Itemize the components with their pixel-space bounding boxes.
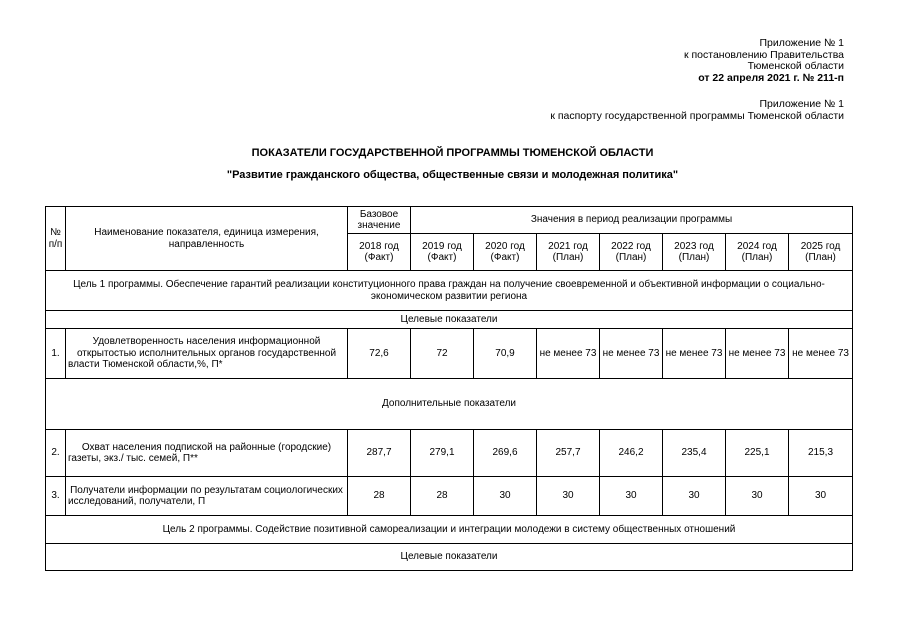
year-label: 2022 год — [611, 240, 651, 252]
appendix-resolution — [684, 38, 844, 84]
year-label: 2023 год — [674, 240, 714, 252]
goal-2: Цель 2 программы. Содействие позитивной самореализации и интеграции молодежи в систему общественных отношений — [46, 516, 853, 544]
document-title: ПОКАЗАТЕЛИ ГОСУДАРСТВЕННОЙ ПРОГРАММЫ ТЮМЕНСКОЙ ОБЛАСТИ — [251, 147, 654, 159]
year-label: 2018 год — [359, 240, 399, 252]
year-type: (План) — [552, 252, 584, 263]
header-row — [46, 207, 853, 234]
table-row — [46, 430, 853, 477]
row-value: не менее 73 — [600, 329, 663, 379]
row-value: 72 — [411, 329, 474, 379]
row-value: 30 — [726, 477, 789, 516]
year-label: 2024 год — [737, 240, 777, 252]
target-indicators-heading: Целевые показатели — [46, 311, 853, 329]
header-year-cell — [600, 234, 663, 271]
row-value: 70,9 — [474, 329, 537, 379]
row-value: 257,7 — [537, 430, 600, 477]
row-value: 225,1 — [726, 430, 789, 477]
row-value: не менее 73 — [663, 329, 726, 379]
year-type: (Факт) — [364, 252, 394, 263]
row-name: Удовлетворенность населения информационной открытостью исполнительных органов государственной власти Тюменской области,%, П* — [66, 329, 348, 379]
additional-indicators-heading: Дополнительные показатели — [46, 379, 853, 430]
appendix-line: Приложение № 1 — [759, 98, 844, 110]
row-value: 269,6 — [474, 430, 537, 477]
row-value: 30 — [663, 477, 726, 516]
row-value: не менее 73 — [537, 329, 600, 379]
appendix-date-line: от 22 апреля 2021 г. № 211-п — [698, 71, 844, 84]
header-name: Наименование показателя, единица измерения, направленность — [66, 207, 348, 271]
row-num: 2. — [46, 430, 66, 477]
goal-row — [46, 271, 853, 311]
row-num: 1. — [46, 329, 66, 379]
header-year-cell — [411, 234, 474, 271]
header-year-cell — [789, 234, 853, 271]
appendix-line: к постановлению Правительства — [683, 48, 844, 61]
goal-row — [46, 516, 853, 544]
year-label: 2020 год — [485, 240, 525, 252]
year-type: (Факт) — [427, 252, 457, 263]
row-name: Охват населения подпиской на районные (городские) газеты, экз./ тыс. семей, П** — [66, 430, 348, 477]
table-row — [46, 329, 853, 379]
document-subtitle: "Развитие гражданского общества, общественные связи и молодежная политика" — [226, 169, 679, 181]
row-value: не менее 73 — [726, 329, 789, 379]
table-row — [46, 477, 853, 516]
row-name: Получатели информации по результатам социологических исследований, получатели, П — [66, 477, 348, 516]
year-type: (План) — [805, 252, 836, 263]
row-value: 28 — [348, 477, 411, 516]
appendix-line: Тюменской области — [747, 60, 844, 72]
row-value: 287,7 — [348, 430, 411, 477]
year-type: (План) — [678, 252, 710, 263]
row-value: 246,2 — [600, 430, 663, 477]
target-indicators-heading: Целевые показатели — [46, 544, 853, 571]
row-value: 215,3 — [789, 430, 853, 477]
year-label: 2025 год — [800, 240, 841, 252]
header-year-cell — [348, 234, 411, 271]
header-year-cell — [474, 234, 537, 271]
header-year-cell — [537, 234, 600, 271]
header-base: Базовое значение — [348, 207, 411, 234]
header-num: № п/п — [46, 207, 66, 271]
appendix-passport — [550, 99, 844, 122]
row-value: 30 — [600, 477, 663, 516]
year-label: 2019 год — [422, 240, 462, 252]
appendix-line: Приложение № 1 — [759, 37, 844, 49]
header-year-cell — [726, 234, 789, 271]
year-type: (План) — [615, 252, 647, 263]
section-row — [46, 311, 853, 329]
row-value: 279,1 — [411, 430, 474, 477]
year-type: (Факт) — [490, 252, 520, 263]
row-value: 235,4 — [663, 430, 726, 477]
row-value: 30 — [789, 477, 853, 516]
goal-1: Цель 1 программы. Обеспечение гарантий реализации конституционного права граждан на получение своевременной и объективной информации о социально-экономическом развитии региона — [46, 271, 853, 311]
row-value: 30 — [474, 477, 537, 516]
row-value: не менее 73 — [789, 329, 853, 379]
section-row — [46, 379, 853, 430]
header-year-cell — [663, 234, 726, 271]
row-value: 28 — [411, 477, 474, 516]
row-num: 3. — [46, 477, 66, 516]
year-label: 2021 год — [548, 240, 588, 252]
appendix-line: к паспорту государственной программы Тюменской области — [550, 109, 844, 122]
year-type: (План) — [741, 252, 773, 263]
row-value: 72,6 — [348, 329, 411, 379]
header-period: Значения в период реализации программы — [411, 207, 853, 234]
row-value: 30 — [537, 477, 600, 516]
indicators-table — [45, 206, 853, 571]
section-row — [46, 544, 853, 571]
